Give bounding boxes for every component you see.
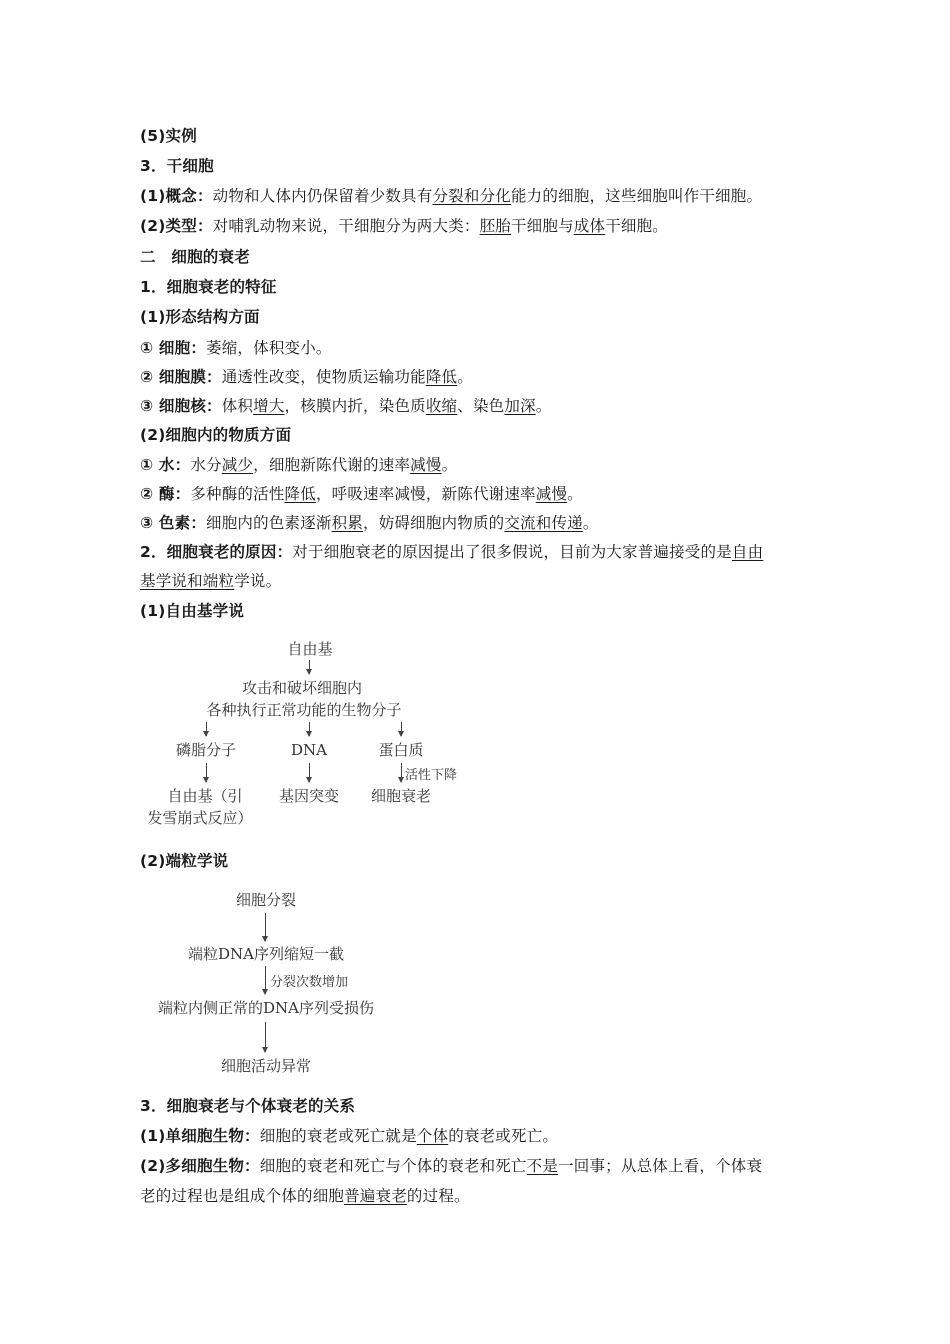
arrow-down-icon [265, 913, 266, 941]
pigment-label: ③ 色素： [140, 514, 207, 532]
relation-unicellular [140, 1125, 558, 1147]
unicellular-text: 的衰老或死亡。 [448, 1127, 559, 1145]
diagram-node-cell-division: 细胞分裂 [235, 891, 297, 909]
types-label: (2)类型： [140, 217, 213, 235]
causes-answer: 基学说和端粒 [140, 572, 235, 590]
nucleus-answer: 收缩 [425, 397, 458, 415]
nucleus-answer: 加深 [504, 397, 536, 415]
pigment-answer: 积累 [331, 514, 364, 532]
diagram-node-protein: 蛋白质 [378, 741, 424, 759]
types-answer: 胚胎 [479, 217, 511, 235]
aging-section-heading [140, 246, 250, 268]
arrow-down-icon [401, 722, 402, 736]
types-answer: 成体 [573, 217, 606, 235]
diagram-node-dna: DNA [291, 741, 327, 759]
water-text: ，细胞新陈代谢的速率 [253, 456, 411, 474]
arrow-down-icon [309, 660, 310, 674]
substances-title: (2)细胞内的物质方面 [140, 426, 292, 444]
causes-text: 学说。 [234, 572, 282, 590]
concept-text: 能力的细胞，这些细胞叫作干细胞。 [510, 187, 763, 205]
diagram-node-telomere-shorten: 端粒DNA序列缩短一截 [188, 945, 344, 963]
arrow-label: 活性下降 [405, 768, 458, 783]
water-answer: 减少 [221, 456, 254, 474]
diagram-node-attack: 攻击和破坏细胞内 [241, 679, 363, 697]
arrow-down-icon [265, 966, 266, 994]
multicellular-text: 一回事；从总体上看，个体衰 [558, 1157, 763, 1175]
multicellular-answer: 普遍衰老 [344, 1187, 407, 1205]
concept-label: (1)概念： [140, 187, 213, 205]
example-heading [140, 125, 197, 147]
substances-water [140, 454, 457, 476]
nucleus-text: 、染色 [457, 397, 505, 415]
telomere-title: (2)端粒学说 [140, 852, 229, 870]
multicellular-text: 的过程。 [406, 1187, 470, 1205]
water-label: ① 水： [140, 456, 191, 474]
arrow-down-icon [206, 722, 207, 736]
arrow-down-icon [309, 763, 310, 782]
arrow-down-icon [401, 763, 402, 782]
types-text: 干细胞与 [510, 217, 574, 235]
morphology-membrane [140, 366, 473, 388]
enzyme-text: 多种酶的活性 [190, 485, 285, 503]
water-text: 水分 [190, 456, 222, 474]
diagram-node-result: 发雪崩式反应） [147, 809, 253, 827]
pigment-text: 。 [582, 514, 599, 532]
arrow-down-icon [206, 763, 207, 782]
relation-heading [140, 1095, 355, 1117]
relation-multicellular-1 [140, 1155, 762, 1177]
substances-enzyme [140, 483, 583, 505]
diagram-node-free-radical: 自由基 [287, 640, 333, 658]
morphology-title: (1)形态结构方面 [140, 308, 260, 326]
causes-label: 2．细胞衰老的原因： [140, 543, 293, 561]
concept-text: 动物和人体内仍保留着少数具有 [212, 187, 433, 205]
concept-answer: 分裂和分化 [432, 187, 511, 205]
pigment-text: 细胞内的色素逐渐 [206, 514, 332, 532]
arrow-label: 分裂次数增加 [270, 975, 349, 990]
diagram-node-dna-damage: 端粒内侧正常的DNA序列受损伤 [158, 999, 374, 1017]
diagram-node-gene-mutation: 基因突变 [278, 787, 340, 805]
stem-cell-heading [140, 155, 214, 177]
causes-line-2 [140, 570, 281, 592]
arrow-down-icon [265, 1022, 266, 1052]
causes-answer: 自由 [731, 543, 764, 561]
telomere-heading [140, 850, 228, 872]
enzyme-answer: 减慢 [535, 485, 568, 503]
water-text: 。 [441, 456, 458, 474]
arrow-down-icon [309, 722, 310, 736]
stem-cell-concept [140, 185, 762, 207]
substances-heading [140, 424, 291, 446]
features-title: 1．细胞衰老的特征 [140, 278, 277, 296]
example-label: (5)实例 [140, 127, 197, 145]
membrane-text: 。 [457, 368, 473, 386]
diagram-node-phospholipid: 磷脂分子 [175, 741, 237, 759]
membrane-answer: 降低 [425, 368, 458, 386]
free-radical-heading [140, 600, 244, 622]
diagram-node-abnormal-activity: 细胞活动异常 [220, 1057, 312, 1075]
types-text: 干细胞。 [605, 217, 668, 235]
stem-cell-title: 3．干细胞 [140, 157, 214, 175]
stem-cell-types [140, 215, 668, 237]
multicellular-answer: 不是 [526, 1157, 559, 1175]
nucleus-text: ，核膜内折，染色质 [284, 397, 426, 415]
enzyme-text: ，呼吸速率减慢，新陈代谢速率 [315, 485, 536, 503]
nucleus-answer: 增大 [253, 397, 285, 415]
relation-multicellular-2 [140, 1185, 470, 1207]
aging-title: 二 细胞的衰老 [140, 248, 250, 266]
membrane-label: ② 细胞膜： [140, 368, 222, 386]
morphology-nucleus [140, 395, 551, 417]
diagram-node-attack: 各种执行正常功能的生物分子 [206, 701, 402, 719]
unicellular-label: (1)单细胞生物： [140, 1127, 260, 1145]
nucleus-text: 体积 [221, 397, 254, 415]
causes-text: 对于细胞衰老的原因提出了很多假说，目前为大家普遍接受的是 [292, 543, 732, 561]
nucleus-label: ③ 细胞核： [140, 397, 222, 415]
enzyme-label: ② 酶： [140, 485, 191, 503]
diagram-node-cell-aging: 细胞衰老 [370, 787, 432, 805]
nucleus-text: 。 [535, 397, 552, 415]
diagram-node-result: 自由基（引 [167, 787, 243, 805]
features-heading [140, 276, 277, 298]
pigment-text: ，妨碍细胞内物质的 [363, 514, 505, 532]
morphology-cell [140, 337, 332, 359]
water-answer: 减慢 [410, 456, 442, 474]
enzyme-text: 。 [567, 485, 583, 503]
cell-label: ① 细胞： [140, 339, 207, 357]
multicellular-label: (2)多细胞生物： [140, 1157, 260, 1175]
types-text: 对哺乳动物来说，干细胞分为两大类： [212, 217, 480, 235]
multicellular-text: 老的过程也是组成个体的细胞 [140, 1187, 345, 1205]
unicellular-answer: 个体 [416, 1127, 449, 1145]
causes-line-1 [140, 541, 763, 563]
relation-title: 3．细胞衰老与个体衰老的关系 [140, 1097, 356, 1115]
substances-pigment [140, 512, 599, 534]
multicellular-text: 细胞的衰老和死亡与个体的衰老和死亡 [259, 1157, 527, 1175]
morphology-heading [140, 306, 260, 328]
enzyme-answer: 降低 [284, 485, 316, 503]
cell-text: 萎缩，体积变小。 [206, 339, 332, 357]
membrane-text: 通透性改变，使物质运输功能 [221, 368, 426, 386]
pigment-answer: 交流和传递 [504, 514, 583, 532]
free-radical-title: (1)自由基学说 [140, 602, 245, 620]
unicellular-text: 细胞的衰老或死亡就是 [259, 1127, 417, 1145]
